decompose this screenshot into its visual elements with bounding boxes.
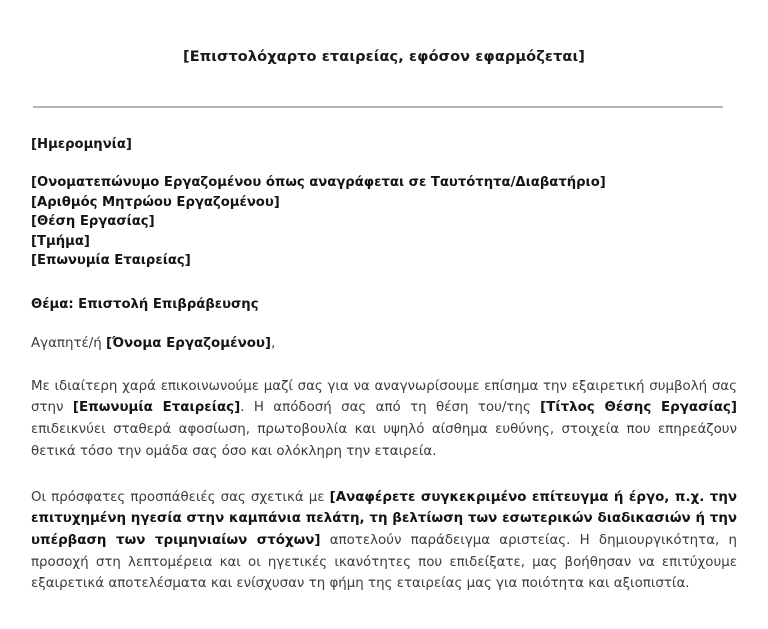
salutation-comma: ,: [271, 335, 276, 351]
paragraph1-job-title-placeholder: [Τίτλος Θέσης Εργασίας]: [540, 400, 737, 416]
letter-meta-block: [31, 135, 737, 271]
paragraph2-text-part1: Οι πρόσφατες προσπάθειές σας σχετικά με: [31, 489, 330, 505]
paragraph1-company-placeholder: [Επωνυμία Εταιρείας]: [72, 400, 241, 416]
salutation-line: [31, 336, 737, 351]
date-placeholder: [Ημερομηνία]: [31, 136, 132, 152]
recipient-name-placeholder: [Ονοματεπώνυμο Εργαζομένου όπως αναγράφεται σε Ταυτότητα/Διαβατήριο]: [31, 175, 606, 191]
header-divider: [33, 106, 723, 108]
paragraph1-text-part3: επιδεικνύει σταθερά αφοσίωση, πρωτοβουλία και υψηλό αίσθημα ευθύνης, στοιχεία που επηρεάζουν θετικά τόσο την ομάδα σας όσο και ολόκληρη την εταιρεία.: [31, 422, 737, 459]
paragraph1-text-part2: . Η απόδοσή σας από τη θέση του/της: [240, 400, 541, 416]
recipient-company-placeholder: [Επωνυμία Εταιρείας]: [31, 253, 191, 269]
paragraph2-achievement-placeholder: [Αναφέρετε συγκεκριμένο επίτευγμα ή έργο, π.χ. την επιτυχημένη ηγεσία στην καμπάνια πελάτη, τη βελτίωση των εσωτερικών διαδικασιών ή την υπέρβαση των τριμηνιαίων στόχων]: [31, 489, 737, 548]
paragraph1-text-part1: Με ιδιαίτερη χαρά επικοινωνούμε μαζί σας για να αναγνωρίσουμε επίσημα την εξαιρετική συμβολή σας στην: [31, 378, 737, 416]
salutation-name-placeholder: [Όνομα Εργαζομένου]: [106, 335, 272, 351]
salutation-greeting: Αγαπητέ/ή: [31, 335, 107, 351]
paragraph2-text-part2: αποτελούν παράδειγμα αριστείας. Η δημιουργικότητα, η προσοχή στη λεπτομέρεια και οι ηγετικές ικανότητες που επιδείξατε, μας βοήθησαν να επιτύχουμε εξαιρετικά αποτελέσματα και ενίσχυσαν τη φήμη της εταιρείας μας για ποιότητα και αξιοπιστία.: [31, 532, 738, 592]
recipient-job-title-placeholder: [Θέση Εργασίας]: [31, 214, 155, 230]
recipient-department-placeholder: [Τμήμα]: [31, 233, 90, 249]
recipient-employee-id-placeholder: [Αριθμός Μητρώου Εργαζομένου]: [31, 194, 280, 210]
body-paragraph-1: [31, 376, 737, 463]
meta-spacer: [31, 154, 737, 173]
letterhead-placeholder: [Επιστολόχαρτο εταιρείας, εφόσον εφαρμόζεται]: [183, 49, 585, 65]
subject-line: Θέμα: Επιστολή Επιβράβευσης: [31, 296, 259, 312]
body-paragraph-2: [31, 487, 737, 596]
